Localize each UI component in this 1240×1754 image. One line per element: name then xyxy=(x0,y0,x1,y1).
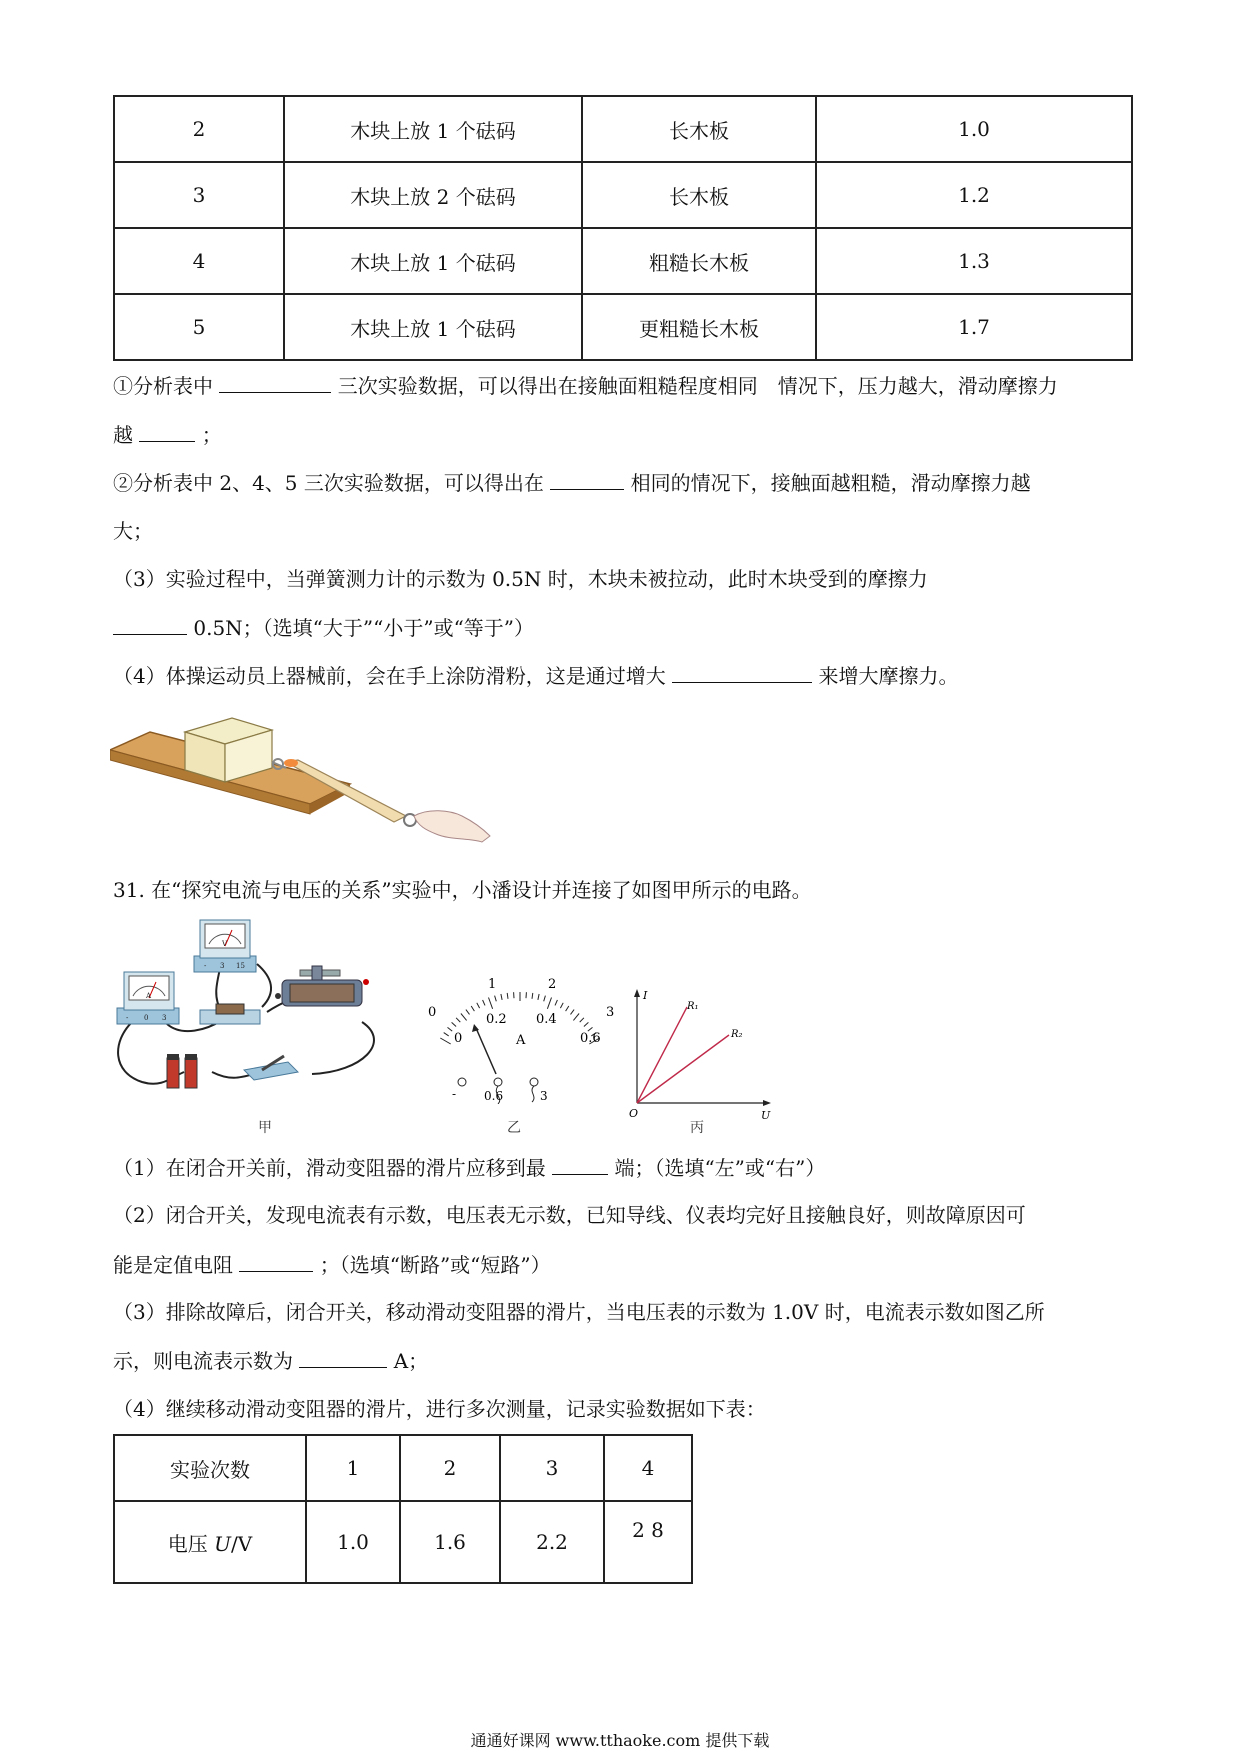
text: 示，则电流表示数为 xyxy=(113,1349,293,1373)
terminal-label: 0 xyxy=(144,1014,149,1022)
text: 能是定值电阻 xyxy=(113,1253,233,1277)
q30-part3-line2 xyxy=(113,612,534,643)
text: 三次实验数据，可以得出在接触面粗糙程度相同 情况下，压力越大，滑动摩擦力 xyxy=(337,374,1058,398)
terminal-wire xyxy=(532,1086,534,1102)
text: 来增大摩擦力。 xyxy=(818,664,959,688)
voltmeter-device xyxy=(194,920,256,972)
dial-tick xyxy=(507,993,508,999)
dial-tick xyxy=(440,1038,450,1044)
text: 相同的情况下，接触面越粗糙，滑动摩擦力越 xyxy=(630,471,1031,495)
table-cell: 1.2 xyxy=(816,162,1132,228)
text: （4）体操运动员上器械前，会在手上涂防滑粉，这是通过增大 xyxy=(113,664,666,688)
page-footer: 通通好课网 www.tthaoke.com 提供下载 xyxy=(470,1731,770,1750)
dial-tick xyxy=(555,1000,557,1005)
text: 电压 xyxy=(167,1531,215,1556)
q30-part1-line1 xyxy=(113,370,1058,401)
y-axis-arrow xyxy=(634,989,640,997)
dial-tick xyxy=(495,996,497,1002)
voltmeter-unit: V xyxy=(222,940,228,948)
terminal-label: - xyxy=(204,962,207,970)
table-cell: 木块上放 1 个砝码 xyxy=(284,294,582,360)
q31-intro xyxy=(113,875,812,905)
table-row xyxy=(114,96,1132,162)
dial-tick xyxy=(466,1010,470,1015)
table-cell: 长木板 xyxy=(582,162,816,228)
terminal-label: - xyxy=(452,1087,457,1101)
series-label-r1: R₁ xyxy=(687,1001,699,1012)
wire xyxy=(257,964,271,1007)
table-cell: 2 xyxy=(114,96,284,162)
friction-illustration xyxy=(110,712,500,848)
answer-blank[interactable] xyxy=(299,1345,387,1368)
table-cell: 1.3 xyxy=(816,228,1132,294)
terminal-icon xyxy=(530,1078,538,1086)
dial-top-tick-label: 0 xyxy=(428,1005,437,1020)
q30-part2-line2 xyxy=(113,516,153,546)
dial-tick xyxy=(560,1003,563,1008)
ammeter-device xyxy=(117,972,179,1024)
rheostat xyxy=(275,966,369,1006)
dial-bottom-tick-label: 0.4 xyxy=(536,1012,557,1027)
table-row xyxy=(114,228,1132,294)
dial-top-tick-label: 3 xyxy=(606,1005,615,1020)
terminal-label: 0.6 xyxy=(484,1089,504,1103)
q30-part3-line1 xyxy=(113,564,928,594)
answer-blank[interactable] xyxy=(219,370,331,393)
dial-tick xyxy=(489,998,493,1009)
dial-tick xyxy=(448,1027,453,1031)
dial-tick xyxy=(547,998,551,1009)
text: 端；（选填“左”或“右”） xyxy=(614,1156,826,1180)
table-cell: 粗糙长木板 xyxy=(582,228,816,294)
dial-tick xyxy=(456,1018,460,1022)
answer-blank[interactable] xyxy=(550,467,624,490)
q31-part4 xyxy=(113,1394,766,1424)
dial-tick xyxy=(477,1003,480,1008)
table-cell: 1.0 xyxy=(816,96,1132,162)
text: （2）闭合开关，发现电流表有示数，电压表无示数，已知导线、仪表均完好且接触良好，则故障原因可 xyxy=(113,1203,1026,1227)
figure-label-bing: 丙 xyxy=(690,1120,704,1136)
table-cell: 2.2 xyxy=(500,1501,604,1583)
x-axis-arrow xyxy=(763,1100,771,1106)
text: /V xyxy=(231,1531,253,1556)
table-cell: 1.6 xyxy=(400,1501,500,1583)
answer-blank[interactable] xyxy=(672,660,812,683)
table-cell: 1.7 xyxy=(816,294,1132,360)
text: ； xyxy=(201,423,222,447)
text: U xyxy=(214,1531,232,1556)
text: 越 xyxy=(113,423,133,447)
dial-bottom-tick-label: 0.6 xyxy=(580,1031,601,1046)
x-axis-label: U xyxy=(761,1109,771,1120)
table-cell: 木块上放 1 个砝码 xyxy=(284,228,582,294)
table-cell: 木块上放 2 个砝码 xyxy=(284,162,582,228)
q31-part3-line2 xyxy=(113,1345,428,1376)
dial-tick xyxy=(461,1014,467,1021)
series-label-r2: R₂ xyxy=(731,1029,743,1040)
answer-blank[interactable] xyxy=(113,612,187,635)
dial-tick xyxy=(501,994,502,1000)
table-row-label xyxy=(114,1501,306,1583)
iu-graph-figure-bing xyxy=(625,985,775,1120)
text: （3）实验过程中，当弹簧测力计的示数为 0.5N 时，木块未被拉动，此时木块受到的摩擦力 xyxy=(113,567,928,591)
spring-scale-cap xyxy=(284,759,298,767)
hand-icon xyxy=(414,811,490,842)
ammeter-unit: A xyxy=(146,992,152,1000)
dial-tick xyxy=(566,1006,569,1011)
q30-part4 xyxy=(113,660,958,691)
figure-label-yi: 乙 xyxy=(507,1120,521,1136)
terminal-label: 3 xyxy=(220,962,225,970)
dial-bottom-tick-label: 0.2 xyxy=(486,1012,507,1027)
voltage-data-table xyxy=(113,1434,693,1584)
dial-tick xyxy=(580,1018,584,1022)
terminal-label: 3 xyxy=(162,1014,167,1022)
dial-tick xyxy=(452,1022,457,1026)
dial-unit: A xyxy=(516,1033,526,1048)
table-cell: 3 xyxy=(114,162,284,228)
wire xyxy=(312,1022,374,1074)
table-cell: 木块上放 1 个砝码 xyxy=(284,96,582,162)
table-cell: 更粗糙长木板 xyxy=(582,294,816,360)
r2-line xyxy=(637,1035,729,1103)
switch xyxy=(244,1056,298,1080)
dial-tick xyxy=(538,994,539,1000)
q31-part1 xyxy=(113,1152,825,1183)
q31-part2-line1 xyxy=(113,1200,1026,1230)
dial-tick xyxy=(584,1022,589,1026)
table-header-cell: 实验次数 xyxy=(114,1435,306,1501)
q30-part1-line2 xyxy=(113,419,222,450)
text: ；（选填“断路”或“短路”） xyxy=(319,1253,551,1277)
table-cell: 5 xyxy=(114,294,284,360)
terminal-label: 3 xyxy=(540,1089,548,1103)
dial-bottom-tick-label: 0 xyxy=(454,1031,463,1046)
table-cell: 2 8 xyxy=(604,1501,692,1583)
text: 大； xyxy=(113,519,153,543)
origin-label: O xyxy=(629,1107,639,1120)
text: ①分析表中 xyxy=(113,374,213,398)
table-header-cell: 1 xyxy=(306,1435,400,1501)
text: （1）在闭合开关前，滑动变阻器的滑片应移到最 xyxy=(113,1156,546,1180)
table-row xyxy=(114,162,1132,228)
dial-tick xyxy=(532,993,533,999)
dial-tick xyxy=(483,1000,485,1005)
figure-label-jia: 甲 xyxy=(258,1120,272,1136)
fixed-resistor xyxy=(200,1004,260,1024)
table-cell: 长木板 xyxy=(582,96,816,162)
dial-top-tick-label: 1 xyxy=(488,977,497,992)
text: ②分析表中 2、4、5 三次实验数据，可以得出在 xyxy=(113,471,544,495)
dial-tick xyxy=(444,1033,449,1036)
table-header-cell: 4 xyxy=(604,1435,692,1501)
y-axis-label: I xyxy=(643,989,648,1002)
ammeter-dial-figure-yi xyxy=(420,966,620,1104)
q31-part2-line2 xyxy=(113,1249,551,1280)
table-row xyxy=(114,1435,692,1501)
text: 0.5N；（选填“大于”“小于”或“等于”） xyxy=(193,616,535,640)
dial-tick xyxy=(471,1006,474,1011)
text: 31. 在“探究电流与电压的关系”实验中，小潘设计并连接了如图甲所示的电路。 xyxy=(113,878,812,902)
terminal-icon xyxy=(494,1078,502,1086)
text: （4）继续移动滑动变阻器的滑片，进行多次测量，记录实验数据如下表： xyxy=(113,1397,766,1421)
text: （3）排除故障后，闭合开关，移动滑动变阻器的滑片，当电压表的示数为 1.0V 时，电流表示数如图乙所 xyxy=(113,1300,1045,1324)
terminal-icon xyxy=(458,1078,466,1086)
circuit-figure-jia xyxy=(112,912,412,1114)
table-row xyxy=(114,1501,692,1583)
answer-blank[interactable] xyxy=(139,419,195,442)
dial-tick xyxy=(573,1014,579,1021)
answer-blank[interactable] xyxy=(552,1152,608,1175)
r1-line xyxy=(637,1007,687,1103)
table-cell: 4 xyxy=(114,228,284,294)
text: A； xyxy=(393,1349,429,1373)
answer-blank[interactable] xyxy=(239,1249,313,1272)
q31-part3-line1 xyxy=(113,1297,1045,1327)
table-header-cell: 2 xyxy=(400,1435,500,1501)
table-cell: 1.0 xyxy=(306,1501,400,1583)
friction-data-table xyxy=(113,95,1133,361)
dial-top-tick-label: 2 xyxy=(548,977,557,992)
dial-tick xyxy=(571,1010,575,1015)
dial-tick xyxy=(544,996,546,1002)
battery-pack xyxy=(167,1054,197,1088)
terminal-label: - xyxy=(126,1014,129,1022)
table-header-cell: 3 xyxy=(500,1435,604,1501)
terminal-label: 15 xyxy=(236,962,245,970)
table-row xyxy=(114,294,1132,360)
q30-part2-line1 xyxy=(113,467,1031,498)
dial-needle xyxy=(476,1028,496,1074)
